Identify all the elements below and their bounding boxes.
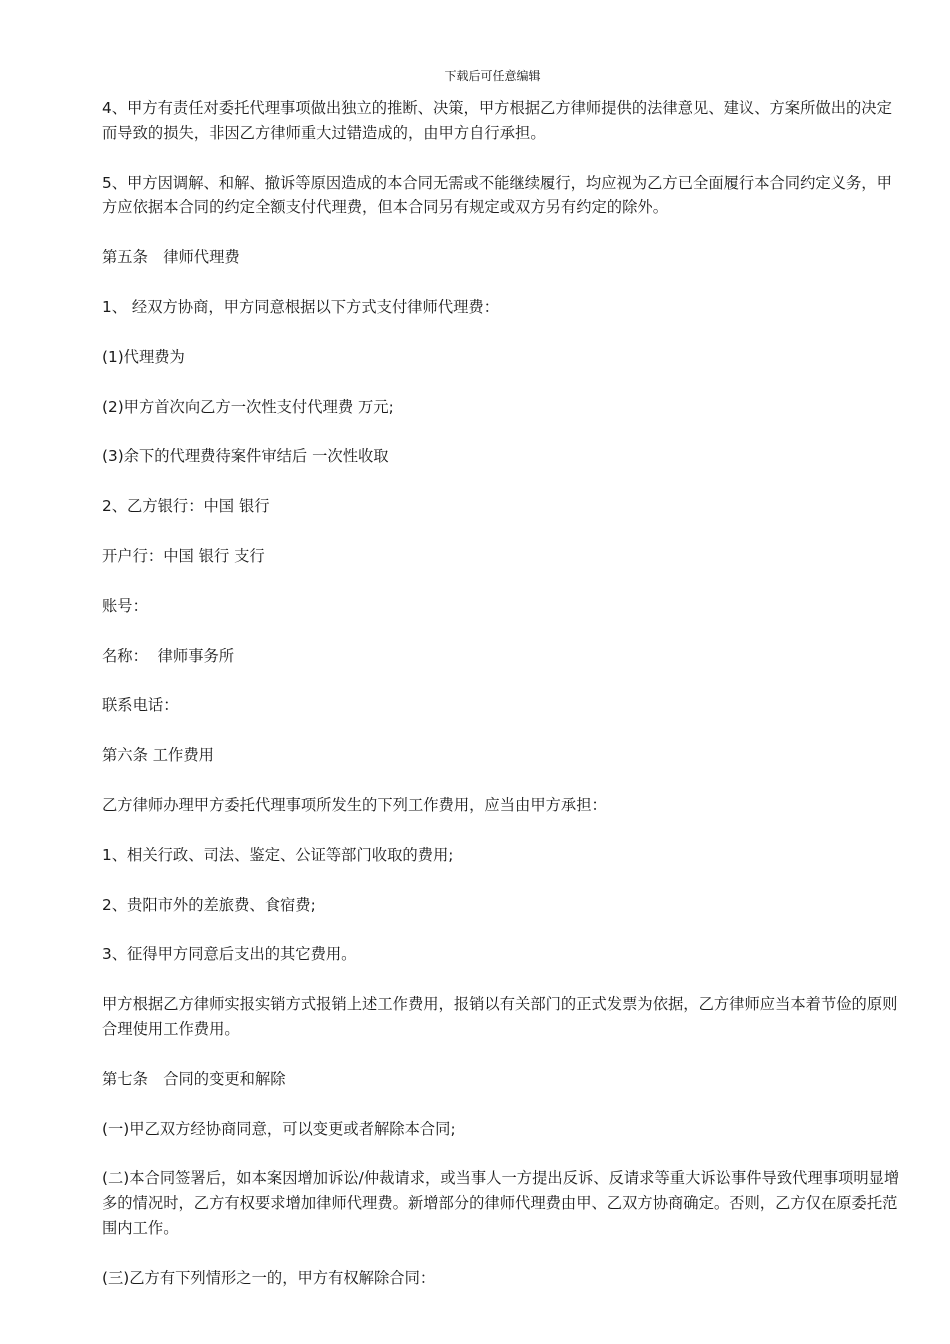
paragraph-phone: 联系电话： (102, 696, 179, 715)
paragraph-remaining-payment: (3)余下的代理费待案件审结后 一次性收取 (102, 447, 389, 466)
paragraph-clause-4-5: 5、甲方因调解、和解、撤诉等原因造成的本合同无需或不能继续履行，均应视为乙方已全面履行本合同约定义务，甲方应依据本合同的约定全额支付代理费，但本合同另有规定或双方另有约定的除外。 (102, 173, 892, 217)
paragraph-reimbursement: 甲方根据乙方律师实报实销方式报销上述工作费用，报销以有关部门的正式发票为依据，乙方律师应当本着节俭的原则合理使用工作费用。 (102, 995, 898, 1038)
paragraph-expenses-intro: 乙方律师办理甲方委托代理事项所发生的下列工作费用，应当由甲方承担： (102, 795, 607, 814)
paragraph-account-name: 名称： 律师事务所 (102, 646, 235, 665)
page-header: 下载后可任意编辑 (444, 69, 541, 83)
paragraph-expense-1: 1、相关行政、司法、鉴定、公证等部门收取的费用; (102, 845, 454, 864)
paragraph-account-number: 账号： (102, 596, 148, 615)
paragraph-expense-2: 2、贵阳市外的差旅费、食宿费; (102, 895, 316, 914)
document-body (102, 96, 902, 1316)
paragraph-change-2: (二)本合同签署后，如本案因增加诉讼/仲裁请求，或当事人一方提出反诉、反请求等重大诉讼事件导致代理事项明显增多的情况时，乙方有权要求增加律师代理费。新增部分的律师代理费由甲、乙双方协商确定。否则，乙方仅在原委托范围内工作。 (102, 1169, 900, 1237)
paragraph-expense-3: 3、征得甲方同意后支出的其它费用。 (102, 945, 357, 964)
section-heading-article-7: 第七条 合同的变更和解除 (102, 1069, 286, 1088)
paragraph-first-payment: (2)甲方首次向乙方一次性支付代理费 万元; (102, 397, 394, 416)
paragraph-clause-4-4: 4、甲方有责任对委托代理事项做出独立的推断、决策，甲方根据乙方律师提供的法律意见、建议、方案所做出的决定而导致的损失，非因乙方律师重大过错造成的，由甲方自行承担。 (102, 99, 892, 142)
paragraph-bank: 2、乙方银行：中国 银行 (102, 497, 270, 516)
paragraph-fee-method: 1、 经双方协商，甲方同意根据以下方式支付律师代理费： (102, 297, 500, 316)
paragraph-change-1: (一)甲乙双方经协商同意，可以变更或者解除本合同; (102, 1119, 456, 1138)
paragraph-change-3: (三)乙方有下列情形之一的，甲方有权解除合同： (102, 1268, 436, 1287)
section-heading-article-6: 第六条 工作费用 (102, 746, 214, 765)
paragraph-fee-amount: (1)代理费为 (102, 347, 185, 366)
paragraph-bank-branch: 开户行：中国 银行 支行 (102, 546, 265, 565)
section-heading-article-5: 第五条 律师代理费 (102, 248, 240, 267)
